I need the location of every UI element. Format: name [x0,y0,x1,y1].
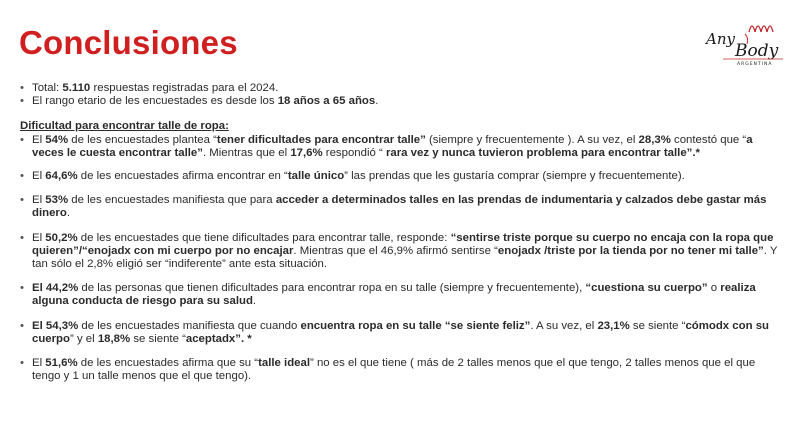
slide-content [20,82,780,394]
finding-text-bold: acceder a determinados talles en las prendas de indumentaria y calzados debe gastar más dinero [32,194,767,220]
finding-text: ” y el [69,332,98,345]
section-heading: Dificultad para encontrar talle de ropa: [20,120,229,133]
anybody-argentina-logo [705,16,785,68]
finding-text: de les encuestades manifiesta que cuando [78,319,301,332]
finding-text: de las personas que tienen dificultades para encontrar ropa en su talle (siempre y frecuentemente), [78,282,586,295]
finding-text: (siempre y frecuentemente ). A su vez, el [425,133,639,146]
summary-item-total: • Total: 5.110 respuestas registradas para el 2024. [20,82,780,95]
finding-text: El [32,170,46,183]
finding-text-bold: 17,6% [290,146,323,159]
finding-text: . Mientras que el 46,9% afirmó sentirse “ [293,244,498,257]
finding-item [20,282,780,308]
finding-text: El [32,231,46,244]
finding-text: se siente “ [629,319,686,332]
finding-text-bold: enojadx /triste por la tienda por no tener mi talle” [497,244,764,257]
finding-text: contestó que “ [670,133,747,146]
finding-text-bold: El 54,3% [32,319,79,332]
finding-text: El [32,133,46,146]
finding-item [20,320,780,346]
finding-text: . [66,207,70,220]
finding-text-bold: talle único [287,170,345,183]
finding-text-bold: ”. * [235,332,252,345]
finding-text: ” no es el que tiene ( más de 2 talles menos que el que tengo, 2 talles menos que el que tengo y 1 un talle menos que el que tengo). [32,357,756,383]
finding-text: de les encuestades manifiesta que para [68,194,276,207]
finding-text-bold: “sentirse triste porque su cuerpo no encaja con la ropa que quieren”/“enojadx con mi cuerpo por no encajar [32,231,774,257]
finding-item [20,194,780,220]
finding-text-bold: encuentra ropa en su talle “se siente feliz” [300,319,531,332]
finding-text: respondió “ [322,146,386,159]
finding-text: El [32,357,46,370]
finding-text: se siente “ [130,332,186,345]
finding-text-bold: realiza alguna conducta de riesgo para su salud [32,282,756,308]
finding-text: o [707,282,721,295]
finding-text-bold: tener dificultades para encontrar talle” [216,133,426,146]
finding-text: El [32,194,46,207]
finding-text-bold: “cuestiona su cuerpo” [585,282,708,295]
summary-item-age-range: • El rango etario de les encuestades es desde los 18 años a 65 años. [20,95,780,108]
findings-list [20,134,780,384]
finding-text-bold: El 44,2% [32,282,79,295]
finding-item [20,232,780,272]
finding-text: ” las prendas que les gustaría comprar (siempre y frecuentemente). [344,170,685,183]
finding-text: de les encuestades que tiene dificultades para encontrar talle, responde: [77,231,451,244]
finding-text-bold: 18,8% [97,332,131,345]
finding-text-bold: cómodx con su cuerpo [32,319,770,345]
summary-list [20,82,780,108]
finding-text-bold: 51,6% [45,357,78,370]
finding-item [20,357,780,383]
finding-text: de les encuestades afirma que su “ [77,357,259,370]
finding-text: . Mientras que el [202,146,291,159]
finding-item [20,170,780,183]
finding-text-bold: a veces le cuesta encontrar talle” [32,133,753,159]
finding-text: . A su vez, el [530,319,598,332]
finding-text: de les encuestades plantea “ [68,133,217,146]
finding-text-bold: 64,6% [45,170,78,183]
finding-text-bold: 53% [45,194,69,207]
finding-text: de les encuestades afirma encontrar en “ [77,170,288,183]
finding-text-bold: 50,2% [45,231,78,244]
logo-text-any: Any [706,30,735,48]
finding-item [20,134,780,160]
finding-text-bold: 23,1% [597,319,630,332]
logo-text-country: ARGENTINA [737,62,773,67]
finding-text-bold: 28,3% [638,133,671,146]
finding-text-bold: 54% [45,133,69,146]
finding-text: . Y tan sólo el 2,8% eligió ser “indiferente” ante esta situación. [32,244,778,271]
finding-text-bold: aceptadx [185,332,236,345]
slide-title: Conclusiones [19,24,238,61]
logo-text-body: Body [735,41,779,61]
finding-text-bold: talle ideal [258,357,310,370]
finding-text-bold: rara vez y nunca tuvieron problema para encontrar talle”.* [385,146,700,159]
finding-text: . [252,295,257,308]
